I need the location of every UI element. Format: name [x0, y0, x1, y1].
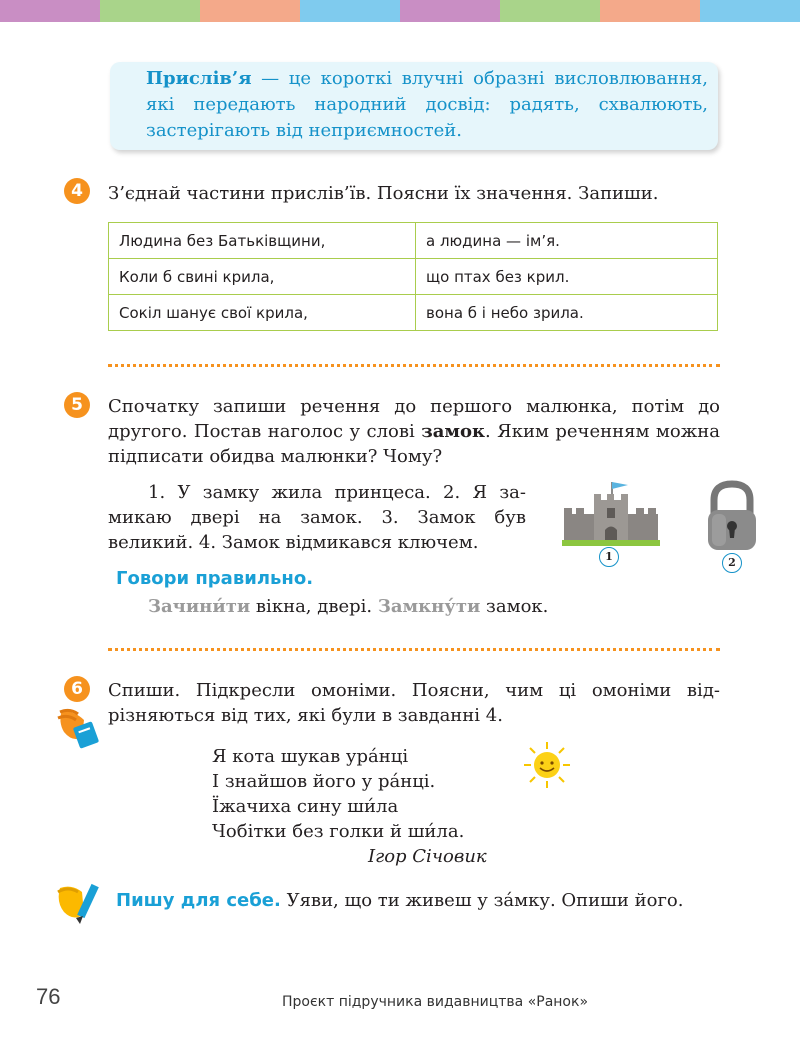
task6-instruction: Спиши. Підкресли омоніми. Поясни, чим ці омоніми відрізняються від тих, які були в завданні 4.	[108, 680, 720, 726]
write-for-self-text: Уяви, що ти живеш у за́мку. Опиши його.	[280, 890, 684, 911]
pencil-hand-icon	[54, 878, 106, 928]
color-stripe	[400, 0, 500, 22]
task5-sentences: 1. У замку жила принцеса. 2. Я замикаю двері на замок. 3. Замок був великий. 4. Замок відмикався ключем.	[108, 482, 526, 553]
task-number-badge: 6	[64, 676, 90, 702]
castle-illustration	[560, 478, 662, 548]
color-stripe	[300, 0, 400, 22]
rule-text: замок.	[480, 596, 549, 617]
poem-line: І знайшов його у ра́нці.	[212, 771, 436, 792]
color-stripe	[100, 0, 200, 22]
poem-line: Чобітки без голки й ши́ла.	[212, 821, 465, 842]
task-number-badge: 4	[64, 178, 90, 204]
speak-right-header: Говори правильно.	[116, 568, 314, 589]
poem-author: Ігор Січовик	[368, 846, 487, 867]
table-row	[109, 295, 718, 331]
poem-line: Їжачиха сину ши́ла	[212, 796, 399, 817]
color-stripe	[600, 0, 700, 22]
correct-word: Замкну́ти	[377, 596, 481, 617]
rule-text: вікна, двері.	[250, 596, 378, 617]
write-for-self-label: Пишу для себе.	[116, 890, 281, 911]
table-cell: Коли б свині крила,	[109, 259, 416, 295]
table-cell: Людина без Батьківщини,	[109, 223, 416, 259]
task5-text-before: Спочатку запиши речення до першого малюнка, потім до другого. Постав наголос у слові	[108, 396, 720, 442]
table-row	[109, 259, 718, 295]
task5-instruction	[108, 394, 720, 469]
color-stripe	[700, 0, 800, 22]
poem	[212, 744, 464, 844]
top-color-bar	[0, 0, 800, 22]
sun-icon	[522, 740, 572, 790]
definition-body: — це короткі влучні образні висловлювання, які передають народний досвід: радять, схвалюють, застерігають від неприємностей.	[146, 68, 708, 141]
definition-term: Прислів’я	[146, 68, 252, 89]
picture-label: 2	[722, 553, 742, 573]
color-stripe	[0, 0, 100, 22]
table-row	[109, 223, 718, 259]
picture-label: 1	[599, 547, 619, 567]
task5-bold-word: замок	[421, 421, 486, 442]
dotted-divider	[108, 648, 720, 651]
table-cell: вона б і небо зрила.	[416, 295, 718, 331]
poem-line: Я кота шукав ура́нці	[212, 746, 409, 767]
definition-text	[146, 66, 708, 144]
table-cell: а людина — ім’я.	[416, 223, 718, 259]
table-cell: Сокіл шанує свої крила,	[109, 295, 416, 331]
correct-word: Зачини́ти	[148, 596, 251, 617]
task4-instruction: З’єднай частини прислів’їв. Поясни їх значення. Запиши.	[108, 183, 659, 204]
table-cell: що птах без крил.	[416, 259, 718, 295]
padlock-illustration	[700, 478, 764, 554]
page-number: 76	[36, 984, 61, 1009]
task-number-badge: 5	[64, 392, 90, 418]
color-stripe	[200, 0, 300, 22]
proverb-table	[108, 222, 718, 331]
hand-book-icon	[56, 702, 102, 750]
color-stripe	[500, 0, 600, 22]
task5-text-after: . Яким реченням можна підписати обидва малюнки? Чому?	[108, 421, 721, 467]
speak-right-rule	[148, 594, 548, 619]
footer-text: Проєкт підручника видавництва «Ранок»	[281, 994, 589, 1010]
write-for-self	[116, 888, 720, 913]
dotted-divider	[108, 364, 720, 367]
